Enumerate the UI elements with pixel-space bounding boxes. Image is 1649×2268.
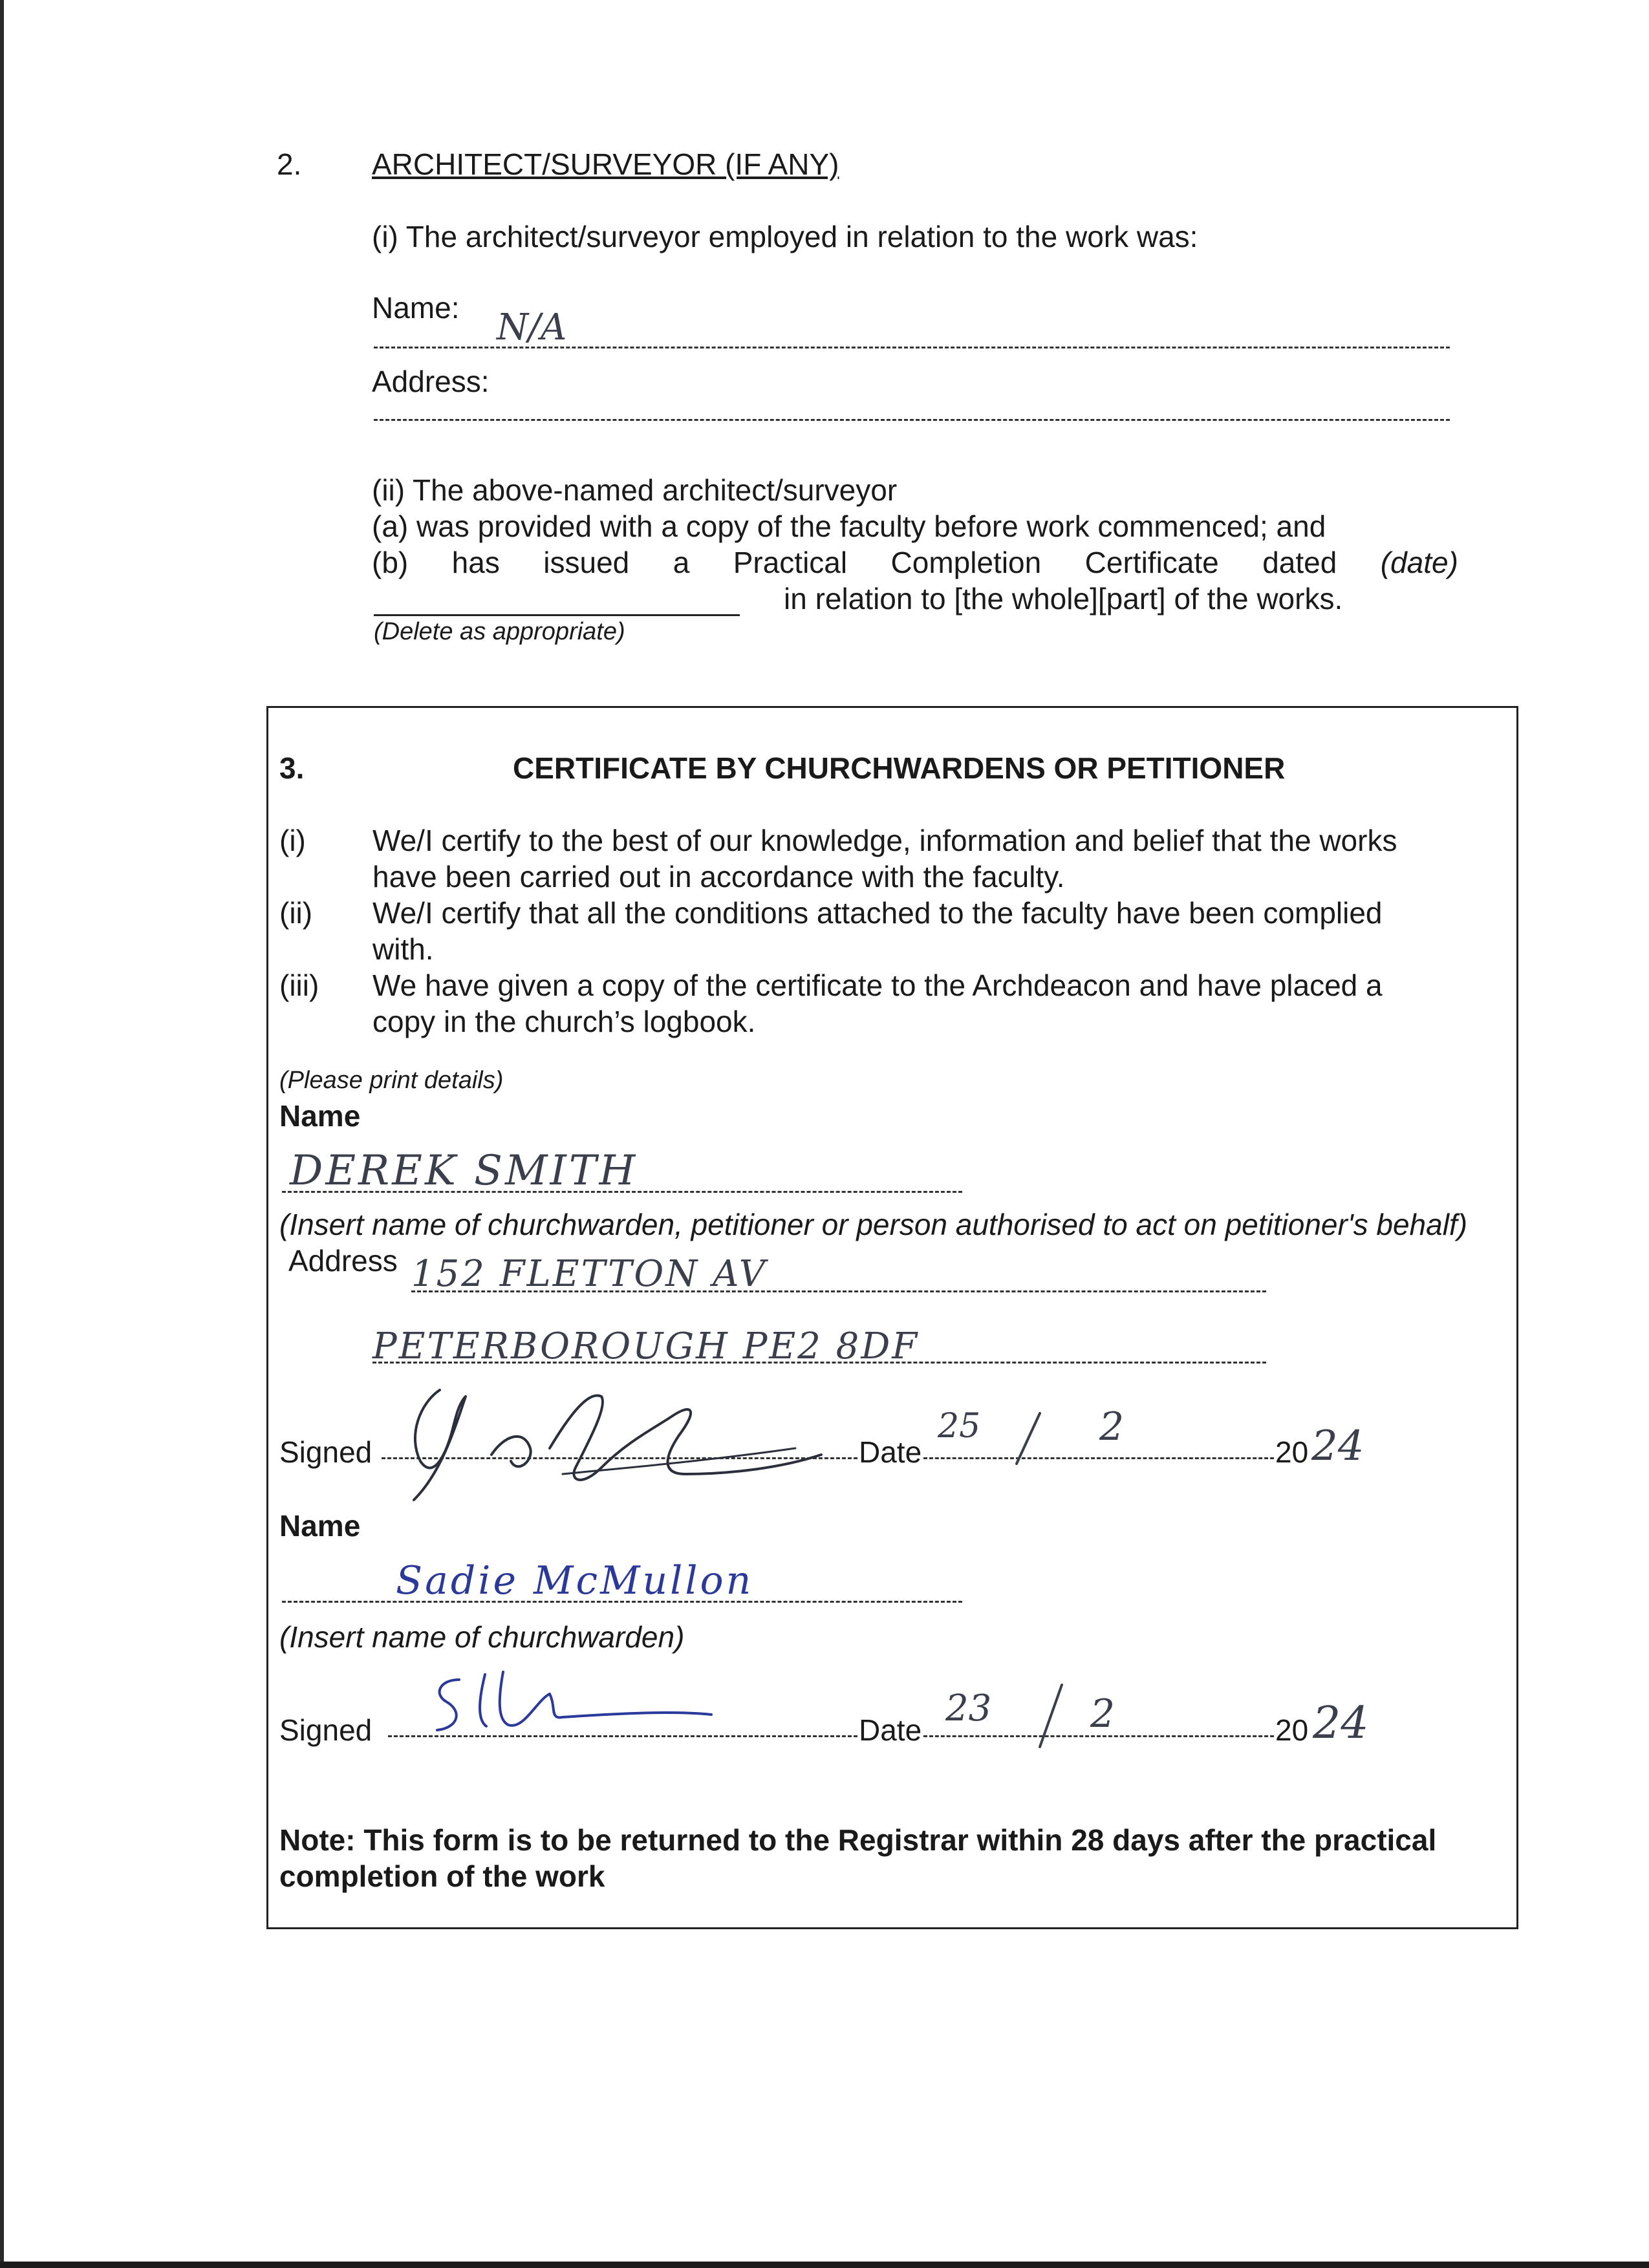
para-b-word: dated: [1262, 546, 1337, 579]
address-line2: [372, 1362, 1266, 1364]
signed1-date-day: 25: [938, 1407, 981, 1446]
name2-value: Sadie McMullon: [396, 1558, 754, 1603]
name1-line: [282, 1191, 962, 1193]
return-note: Note: This form is to be returned to the Registrar within 28 days after the practical: [279, 1823, 1437, 1857]
signed1-label: Signed: [279, 1435, 372, 1469]
para-a: (a) was provided with a copy of the faculty before work commenced; and: [372, 509, 1326, 543]
address-label: Address: [288, 1244, 398, 1278]
cert-item-text: with.: [372, 932, 434, 966]
para-b: [372, 544, 1458, 581]
signed2-year-prefix: 20: [1275, 1713, 1309, 1747]
address-line1-value: 152 FLETTON AV: [411, 1253, 768, 1295]
signed1-date-label: Date: [859, 1435, 922, 1469]
signature-2: [427, 1668, 724, 1739]
signed1-date-slash: [1009, 1409, 1048, 1468]
cert-item-text: We have given a copy of the certificate to the Archdeacon and have placed a: [372, 968, 1383, 1002]
signed1-year-prefix: 20: [1275, 1435, 1309, 1469]
cert-item-num: (ii): [279, 896, 313, 930]
signature-1: [394, 1377, 834, 1506]
signed1-date-month: 2: [1099, 1404, 1125, 1450]
address-line2-value: PETERBOROUGH PE2 8DF: [372, 1325, 920, 1367]
signed2-date-day: 23: [945, 1687, 992, 1729]
architect-name-value: N/A: [497, 306, 567, 348]
cert-item-text: We/I certify to the best of our knowledge, information and belief that the works: [372, 824, 1397, 857]
scan-edge-bottom: [0, 2262, 1649, 2268]
section3-heading: CERTIFICATE BY CHURCHWARDENS OR PETITIONER: [513, 751, 1286, 785]
para-b-word: Certificate: [1084, 546, 1219, 579]
para-b-word: Practical: [733, 546, 848, 579]
architect-name-line: [374, 347, 1450, 348]
print-note: (Please print details): [279, 1067, 504, 1094]
cert-item-num: (iii): [279, 968, 319, 1002]
cert-item-num: (i): [279, 824, 306, 857]
architect-address-line: [374, 419, 1450, 421]
delete-note: (Delete as appropriate): [374, 618, 625, 645]
name1-label: Name: [279, 1099, 361, 1133]
completion-date-line: [374, 614, 740, 616]
section2-intro: (i) The architect/surveyor employed in relation to the work was:: [372, 220, 1198, 253]
signed2-date-slash: [1028, 1681, 1073, 1752]
section3-number: 3.: [279, 751, 305, 785]
name2-label: Name: [279, 1509, 361, 1543]
signed2-date-month: 2: [1090, 1691, 1116, 1737]
para-ii: (ii) The above-named architect/surveyor: [372, 473, 898, 507]
para-b-word: issued: [543, 546, 630, 579]
cert-item-text: We/I certify that all the conditions attached to the faculty have been complied: [372, 896, 1383, 930]
signed2-date-label: Date: [859, 1713, 922, 1747]
signed1-date-line: [923, 1457, 1274, 1459]
signed1-year-suffix: 24: [1311, 1422, 1364, 1470]
name1-value: DEREK SMITH: [290, 1147, 638, 1195]
name2-line: [282, 1601, 962, 1603]
cert-item-text: copy in the church’s logbook.: [372, 1005, 756, 1038]
signed2-year-suffix: 24: [1313, 1698, 1369, 1749]
para-b-word: has: [451, 546, 500, 579]
scan-edge-left: [0, 0, 4, 2268]
architect-address-label: Address:: [372, 365, 490, 398]
signed2-label: Signed: [279, 1713, 372, 1747]
insert-note2: (Insert name of churchwarden): [279, 1620, 685, 1654]
cert-item-text: have been carried out in accordance with the faculty.: [372, 860, 1065, 893]
para-b-word: a: [673, 546, 690, 579]
section2-heading: ARCHITECT/SURVEYOR (IF ANY): [372, 147, 839, 181]
para-b-date: (date): [1380, 546, 1458, 579]
return-note-line2: completion of the work: [279, 1859, 605, 1893]
section2-number: 2.: [277, 147, 302, 181]
para-b-word: Completion: [890, 546, 1042, 579]
para-b-word: (b): [372, 546, 409, 579]
para-b-cont: in relation to [the whole][part] of the works.: [784, 582, 1343, 615]
insert-note1: (Insert name of churchwarden, petitioner or person authorised to act on petitioner's behalf): [279, 1208, 1468, 1241]
architect-name-label: Name:: [372, 291, 460, 325]
address-line1: [411, 1290, 1266, 1292]
